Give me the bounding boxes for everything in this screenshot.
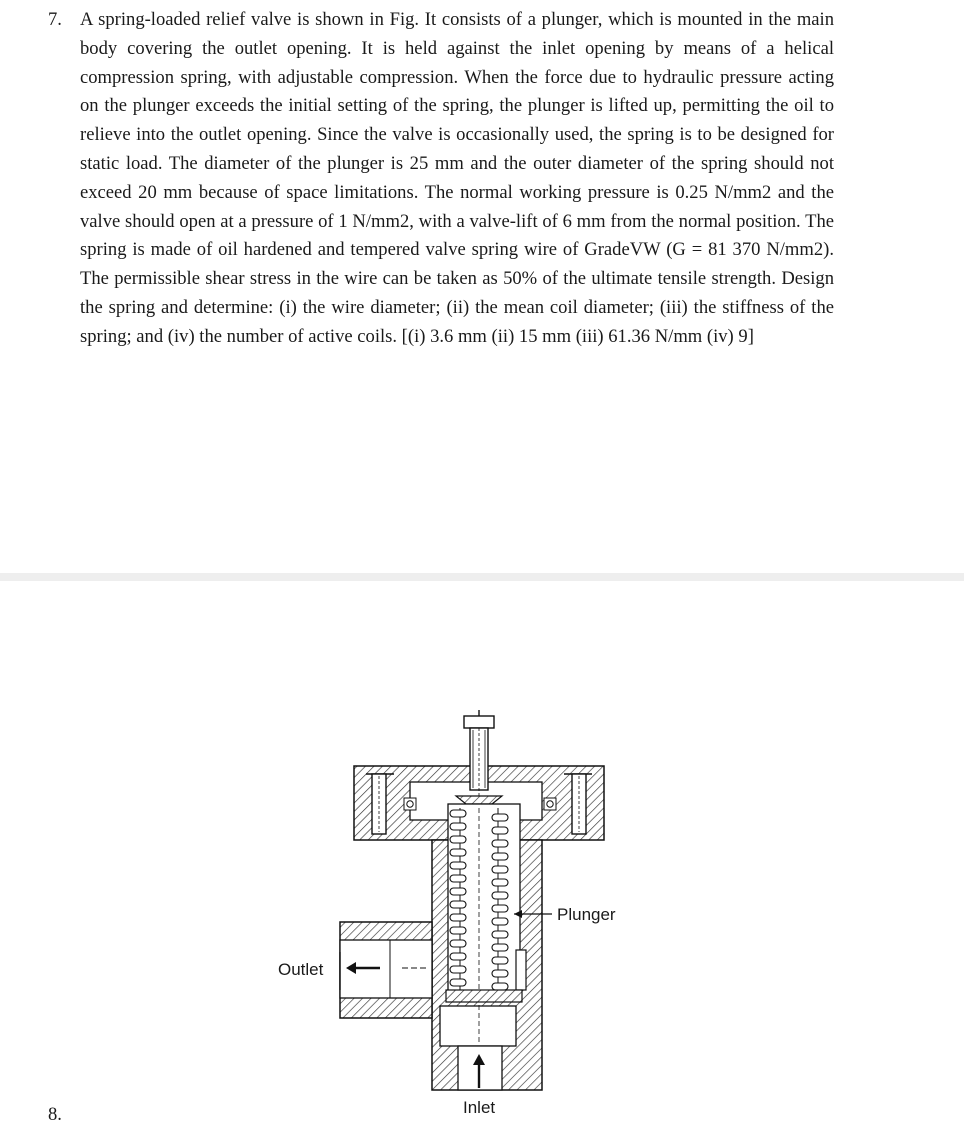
problem-text: A spring-loaded relief valve is shown in Fig. It consists of a plunger, which is mounted in the main body covering the outlet opening. It is held against the inlet opening by means of a helical compression spring, with adjustable compression. When the force due to hydraulic pressure acting on the plunger exceeds the initial setting of the spring, the plunger is lifted up, permitting the oil to relieve into the outlet opening. Since the valve is occasionally used, the spring is to be designed for static load. The diameter of the plunger is 25 mm and the outer diameter of the spring should not exceed 20 mm because of space limitations. The normal working pressure is 0.25 N/mm2 and the valve should open at a pressure of 1 N/mm2, with a valve-lift of 6 mm from the normal position. The spring is made of oil hardened and tempered valve spring wire of GradeVW (G = 81 370 N/mm2). The permissible shear stress in the wire can be taken as 50% of the ultimate tensile strength. Design the spring and determine: (i) the wire diameter; (ii) the mean coil diameter; (iii) the stiffness of the spring; and (iv) the number of active coils. [(i) 3.6 mm (ii) 15 mm (iii) 61.36 N/mm (iv) 9]: [80, 9, 834, 347]
page-divider: [0, 573, 964, 581]
relief-valve-figure: [270, 700, 650, 1129]
problem-number: 7.: [48, 9, 62, 30]
problem-7: [48, 6, 834, 352]
next-problem-number: 8.: [48, 1104, 62, 1125]
outlet-label: Outlet: [278, 960, 324, 979]
valve-body: [432, 804, 542, 1090]
plunger-label: Plunger: [557, 905, 616, 924]
inlet-label: Inlet: [463, 1098, 496, 1117]
